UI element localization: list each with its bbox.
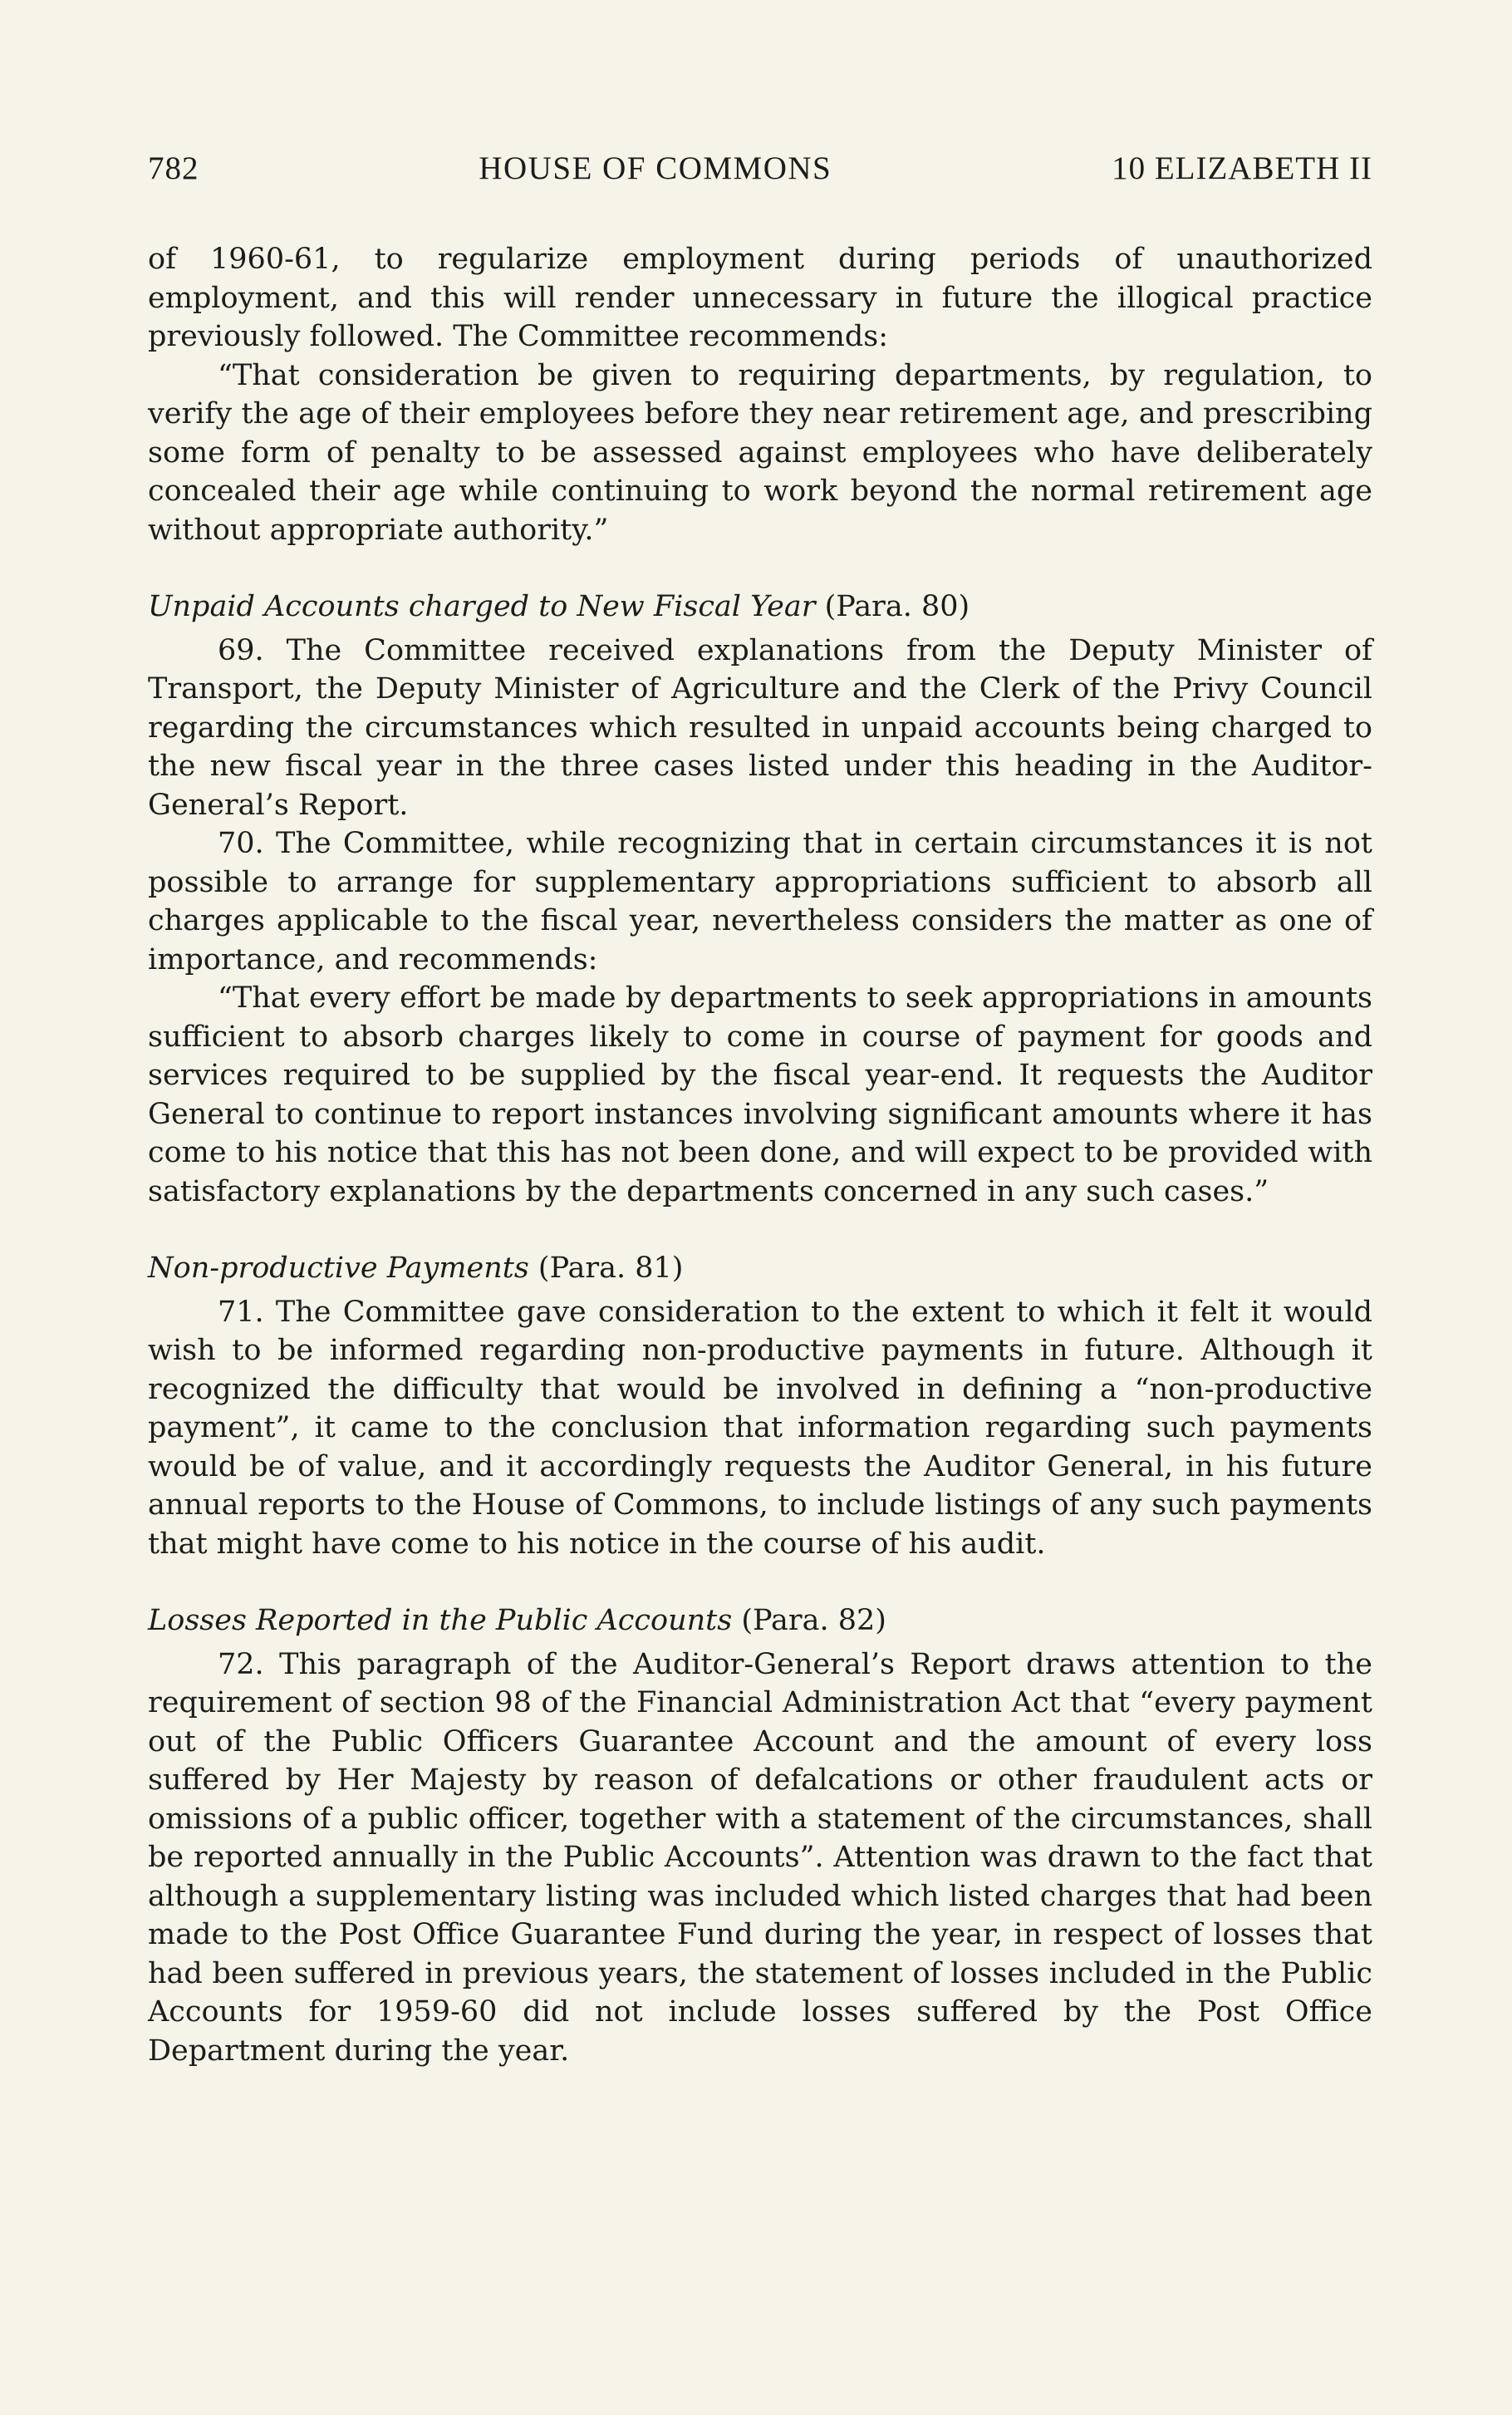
paragraph-69: 69. The Committee received explanations from the Deputy Minister of Transport, the Deputy Minister of Agriculture and the Clerk of the Privy Council regarding the circumstances which resulted in unpaid accounts being charged to the new fiscal year in the three cases listed under this heading in the Auditor-General’s Report. bbox=[148, 633, 1372, 822]
publication-title: HOUSE OF COMMONS bbox=[479, 150, 832, 186]
section-heading-ref: (Para. 82) bbox=[741, 1604, 886, 1637]
recommendation-quote-2: “That every effort be made by departments to seek appropriations in amounts sufficient to absorb charges likely to come in course of payment for goods and services required to be supplied by the fiscal year-end. It requests the Auditor General to continue to report instances involving significant amounts where it has come to his notice that this has not been done, and will expect to be provided with satisfactory explanations by the departments concerned in any such cases.” bbox=[148, 981, 1372, 1208]
section-heading-losses bbox=[148, 1601, 1372, 1640]
recommendation-quote-1: “That consideration be given to requiring departments, by regulation, to verify the age of their employees before they near retirement age, and prescribing some form of penalty to be assessed against employees who have deliberately concealed their age while continuing to work beyond the normal retirement age without appropriate authority.” bbox=[148, 358, 1372, 547]
section-heading-title: Losses Reported in the Public Accounts bbox=[148, 1604, 733, 1637]
paragraph-70: 70. The Committee, while recognizing that in certain circumstances it is not possible to arrange for supplementary appropriations sufficient to absorb all charges applicable to the fiscal year, nevertheless considers the matter as one of importance, and recommends: bbox=[148, 827, 1372, 976]
section-heading-non-productive bbox=[148, 1249, 1372, 1288]
page-number: 782 bbox=[148, 150, 199, 186]
section-heading-title: Non-productive Payments bbox=[148, 1252, 529, 1285]
paragraph-71: 71. The Committee gave consideration to the extent to which it felt it would wish to be informed regarding non-productive payments in future. Although it recognized the difficulty that would be involved in defining a “non-productive payment”, it came to the conclusion that information regarding such payments would be of value, and it accordingly requests the Auditor General, in his future annual reports to the House of Commons, to include listings of any such payments that might have come to his notice in the course of his audit. bbox=[148, 1295, 1372, 1561]
document-page bbox=[148, 150, 1372, 2070]
section-heading-ref: (Para. 80) bbox=[824, 590, 970, 623]
paragraph-continued: of 1960-61, to regularize employment during periods of unauthorized employment, and this will render unnecessary in future the illogical practice previously followed. The Committee recommends: bbox=[148, 243, 1372, 353]
paragraph-72: 72. This paragraph of the Auditor-General’s Report draws attention to the requirement of section 98 of the Financial Administration Act that “every payment out of the Public Officers Guarantee Account and the amount of every loss suffered by Her Majesty by reason of defalcations or other fraudulent acts or omissions of a public officer, together with a statement of the circumstances, shall be reported annually in the Public Accounts”. Attention was drawn to the fact that although a supplementary listing was included which listed charges that had been made to the Post Office Guarantee Fund during the year, in respect of losses that had been suffered in previous years, the statement of losses included in the Public Accounts for 1959-60 did not include losses suffered by the Post Office Department during the year. bbox=[148, 1647, 1372, 2068]
section-heading-unpaid-accounts bbox=[148, 588, 1372, 627]
session-label: 10 ELIZABETH II bbox=[1112, 150, 1372, 186]
section-heading-title: Unpaid Accounts charged to New Fiscal Year bbox=[148, 590, 816, 623]
running-header bbox=[148, 150, 1372, 187]
section-heading-ref: (Para. 81) bbox=[538, 1252, 684, 1285]
